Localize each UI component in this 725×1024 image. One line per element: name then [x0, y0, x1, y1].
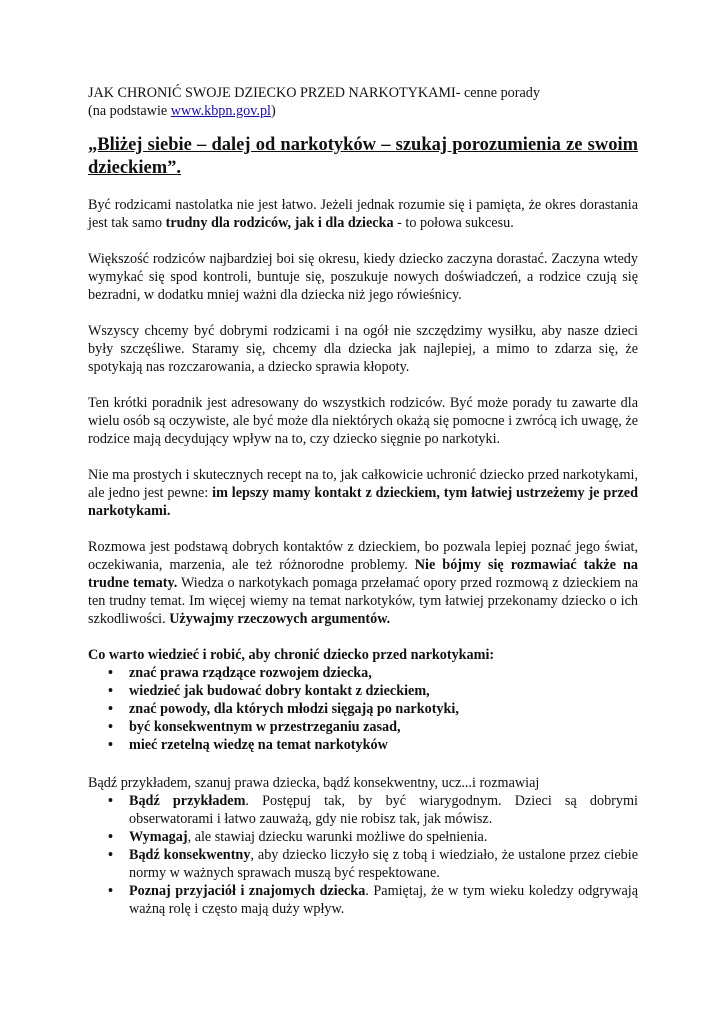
- tip-text: , ale stawiaj dziecku warunki możliwe do spełnienia.: [187, 829, 488, 845]
- document-title: JAK CHRONIĆ SWOJE DZIECKO PRZED NARKOTYKAMI- cenne porady: [88, 85, 540, 101]
- paragraph-6-bold-d: Używajmy rzeczowych argumentów.: [169, 611, 391, 627]
- tip-item: [88, 846, 638, 882]
- paragraph-6-bold-b: Nie bójmy się rozmawiać także na trudne tematy.: [88, 557, 638, 591]
- bullet-icon: •: [108, 883, 113, 899]
- tip-text: . Pamiętaj, że w tym wieku koledzy odgrywają ważną rolę i często mają duży wpływ.: [129, 883, 638, 917]
- list-heading-text: Co warto wiedzieć i robić, aby chronić dziecko przed narkotykami:: [88, 647, 495, 663]
- tip-item: [88, 828, 638, 846]
- know-list-item-text: mieć rzetelną wiedzę na temat narkotyków: [129, 737, 388, 753]
- paragraph-6-text-a: Rozmowa jest podstawą dobrych kontaktów z dzieckiem, bo pozwala lepiej poznać jego świat, oczekiwania, marzenia, ale też różnorodne problemy.: [88, 539, 638, 573]
- tip-item: [88, 792, 638, 828]
- tip-bold-lead: Bądź przykładem: [129, 793, 246, 809]
- intro-block: [88, 84, 638, 120]
- bullet-icon: •: [108, 829, 113, 845]
- paragraph-1-text-c: - to połowa sukcesu.: [393, 215, 514, 231]
- paragraph-1-bold: trudny dla rodziców, jak i dla dziecka: [165, 215, 394, 231]
- paragraph-6-text-c: Wiedza o narkotykach pomaga przełamać opory przed rozmową z dzieckiem na ten trudny temat. Im więcej wiemy na temat narkotyków, tym łatwiej przekonamy dziecko o ich szkodliwości.: [88, 575, 638, 627]
- know-list: [88, 664, 638, 754]
- tip-bold-lead: Poznaj przyjaciół i znajomych dziecka: [129, 883, 366, 899]
- bullet-icon: •: [108, 665, 113, 681]
- know-list-item: [88, 682, 638, 700]
- bullet-icon: •: [108, 847, 113, 863]
- source-prefix: (na podstawie: [88, 103, 171, 119]
- know-list-item: [88, 718, 638, 736]
- tip-text: , aby dziecko liczyło się z tobą i wiedziało, że ustalone przez ciebie normy w ważnych sprawach muszą być respektowane.: [129, 847, 638, 881]
- paragraph-1: [88, 196, 638, 232]
- bullet-icon: •: [108, 719, 113, 735]
- bullet-icon: •: [108, 701, 113, 717]
- paragraph-5-text-a: Nie ma prostych i skutecznych recept na to, jak całkowicie uchronić dziecko przed narkotykami, ale jedno jest pewne:: [88, 467, 638, 501]
- bullet-icon: •: [108, 683, 113, 699]
- paragraph-2: Większość rodziców najbardziej boi się okresu, kiedy dziecko zaczyna dorastać. Zaczyna wtedy wymykać się spod kontroli, buntuje się, poszukuje nowych doświadczeń, a rodzice czują się bezradni, w dodatku mniej ważni dla dziecka niż jego rówieśnicy.: [88, 251, 638, 303]
- paragraph-3: Wszyscy chcemy być dobrymi rodzicami i na ogół nie szczędzimy wysiłku, aby nasze dzieci były szczęśliwe. Staramy się, chcemy dla dziecka jak najlepiej, a mimo to zdarza się, że spotykają nas rozczarowania, a dziecko sprawia kłopoty.: [88, 323, 638, 375]
- headline: „Bliżej siebie – dalej od narkotyków – szukaj porozumienia ze swoim dzieckiem”.: [88, 135, 638, 178]
- list-heading: [88, 646, 638, 664]
- know-list-item: [88, 664, 638, 682]
- paragraph-6: [88, 538, 638, 628]
- tip-item: [88, 882, 638, 918]
- paragraph-1-text-a: Być rodzicami nastolatka nie jest łatwo. Jeżeli jednak rozumie się i pamięta, że okres dorastania jest tak samo: [88, 197, 638, 231]
- document-page: [88, 84, 638, 918]
- know-list-item-text: znać powody, dla których młodzi sięgają po narkotyki,: [129, 701, 459, 717]
- know-list-item: [88, 700, 638, 718]
- source-line: [88, 102, 638, 120]
- source-suffix: ): [270, 103, 276, 119]
- tip-bold-lead: Bądź konsekwentny: [129, 847, 251, 863]
- know-list-item-text: znać prawa rządzące rozwojem dziecka,: [129, 665, 372, 681]
- know-list-item: [88, 736, 638, 754]
- source-link[interactable]: www.kbpn.gov.pl: [170, 103, 271, 119]
- bullet-icon: •: [108, 793, 113, 809]
- bullet-icon: •: [108, 737, 113, 753]
- tip-bold-lead: Wymagaj: [129, 829, 188, 845]
- tips-list: [88, 792, 638, 918]
- tips-intro: Bądź przykładem, szanuj prawa dziecka, bądź konsekwentny, ucz...i rozmawiaj: [88, 775, 540, 791]
- paragraph-5: [88, 466, 638, 520]
- know-list-item-text: być konsekwentnym w przestrzeganiu zasad,: [129, 719, 401, 735]
- tip-text: . Postępuj tak, by być wiarygodnym. Dzieci są dobrymi obserwatorami i łatwo zauważą, gdy nie robisz tak, jak mówisz.: [129, 793, 638, 827]
- know-list-item-text: wiedzieć jak budować dobry kontakt z dzieckiem,: [129, 683, 430, 699]
- paragraph-4: Ten krótki poradnik jest adresowany do wszystkich rodziców. Być może porady tu zawarte dla wielu osób są oczywiste, ale być może dla niektórych okażą się pomocne i zwrócą ich uwagę, że rodzice mają decydujący wpływ na to, czy dziecko sięgnie po narkotyki.: [88, 395, 638, 447]
- paragraph-5-bold: im lepszy mamy kontakt z dzieckiem, tym łatwiej ustrzeżemy je przed narkotykami.: [88, 485, 638, 519]
